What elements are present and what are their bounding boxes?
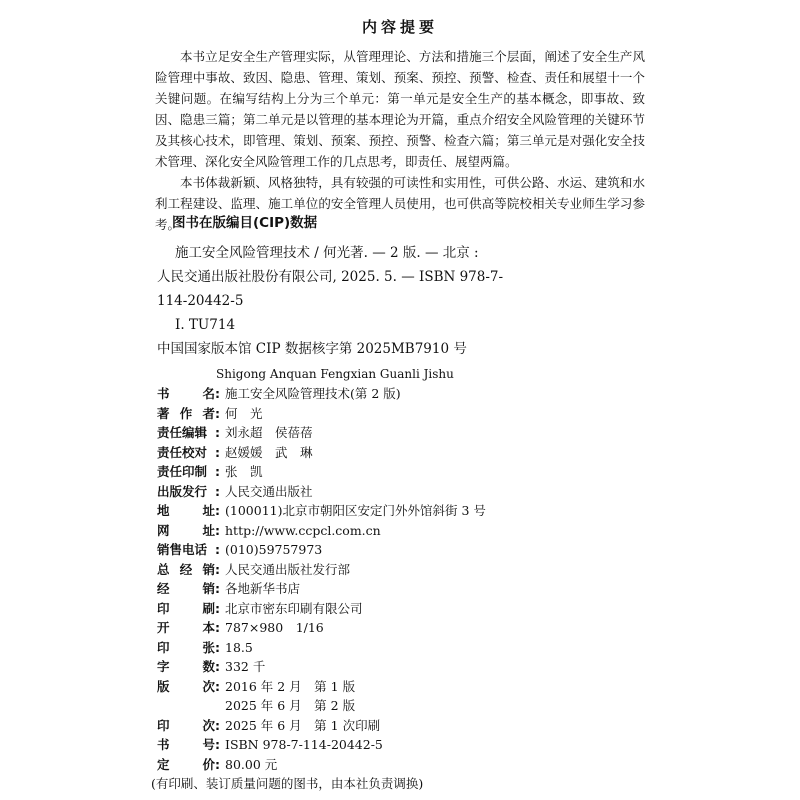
info-label: 著 作 者	[157, 405, 215, 421]
info-row-phone: 销售电话 : (010)59757973	[157, 540, 637, 560]
info-value: 张 凯	[225, 464, 263, 479]
info-row-isbn: 书 号 : ISBN 978-7-114-20442-5	[157, 735, 637, 755]
info-value: (010)59757973	[225, 542, 323, 557]
info-row-website: 网 址 : http://www.ccpcl.com.cn	[157, 521, 637, 541]
publication-info	[151, 384, 637, 794]
cip-heading: 图书在版编目(CIP)数据	[172, 215, 318, 231]
info-value: 332 千	[225, 659, 266, 674]
info-row-edition-continued	[157, 696, 637, 716]
summary-abstract	[155, 46, 645, 235]
info-value: 80.00 元	[225, 756, 278, 772]
info-value: 刘永超 侯蓓蓓	[225, 425, 313, 440]
info-row-author: 著 作 者 : 何 光	[157, 404, 637, 424]
info-label: 出版发行	[157, 483, 208, 499]
info-value: 施工安全风险管理技术(第 2 版)	[225, 386, 401, 401]
info-value: 2025 年 6 月 第 1 次印刷	[225, 717, 381, 733]
info-row-publisher: 出版发行 : 人民交通出版社	[157, 482, 637, 502]
info-label: 地 址	[157, 503, 215, 518]
info-row-distributor: 经 销 : 各地新华书店	[157, 579, 637, 599]
info-label: 印 次	[157, 717, 215, 733]
info-value: 何 光	[225, 405, 263, 421]
info-row-title: 书 名 : 施工安全风险管理技术(第 2 版)	[157, 384, 637, 404]
info-label: 书 名	[157, 386, 215, 401]
info-label: 开 本	[157, 620, 215, 635]
summary-paragraph: 本书体裁新颖、风格独特，具有较强的可读性和实用性，可供公路、水运、建筑和水利工程建设、监理、施工单位的安全管理人员使用，也可供高等院校相关专业师生学习参考。	[155, 175, 645, 232]
info-row-format: 开 本 : 787×980 1/16	[157, 618, 637, 638]
info-label: 版 次	[157, 678, 215, 694]
info-label: 责任印制	[157, 464, 208, 479]
info-row-price: 定 价 : 80.00 元	[157, 755, 637, 775]
info-value: 2016 年 2 月 第 1 版	[225, 678, 356, 694]
cip-classification: Ⅰ. TU714	[175, 317, 236, 333]
info-row-printer: 印 刷 : 北京市密东印刷有限公司	[157, 599, 637, 619]
info-label: 书 号	[157, 737, 215, 752]
info-value: (100011)北京市朝阳区安定门外外馆斜街 3 号	[225, 503, 486, 518]
info-row-address: 地 址 : (100011)北京市朝阳区安定门外外馆斜街 3 号	[157, 501, 637, 521]
cip-line: 人民交通出版社股份有限公司, 2025. 5. — ISBN 978-7-	[157, 269, 504, 285]
pinyin-title: Shigong Anquan Fengxian Guanli Jishu	[216, 367, 454, 381]
info-row-proofreader: 责任校对 : 赵媛媛 武 琳	[157, 443, 637, 463]
cip-line: 中国国家版本馆 CIP 数据核字第 2025MB7910 号	[157, 341, 467, 357]
info-value: 各地新华书店	[225, 581, 301, 596]
info-label: 责任编辑	[157, 425, 208, 440]
summary-paragraph: 本书立足安全生产管理实际，从管理理论、方法和措施三个层面，阐述了安全生产风险管理中事故、致因、隐患、管理、策划、预案、预控、预警、检查、责任和展望十一个关键问题。在编写结构上分为三个单元：第一单元是安全生产的基本概念，即事故、致因、隐患三篇；第二单元是以管理的基本理论为开篇，重点介绍安全风险管理的关键环节及其核心技术，即管理、策划、预案、预控、预警、检查六篇；第三单元是对强化安全技术管理、深化安全风险管理工作的几点思考，即责任、展望两篇。	[155, 49, 645, 169]
info-row-general-distributor: 总 经 销 : 人民交通出版社发行部	[157, 560, 637, 580]
info-row-editor: 责任编辑 : 刘永超 侯蓓蓓	[157, 423, 637, 443]
quality-note: (有印刷、装订质量问题的图书，由本社负责调换)	[151, 776, 424, 791]
info-label: 销售电话	[157, 542, 208, 557]
info-label: 定 价	[157, 756, 215, 772]
info-value: 北京市密东印刷有限公司	[225, 600, 363, 616]
info-value: 赵媛媛 武 琳	[225, 444, 313, 460]
info-label: 网 址	[157, 522, 215, 538]
summary-title: 内容提要	[361, 18, 438, 36]
info-row-word-count: 字 数 : 332 千	[157, 657, 637, 677]
info-value: http://www.ccpcl.com.cn	[225, 522, 381, 538]
info-value: 18.5	[225, 639, 253, 655]
info-value: 人民交通出版社	[225, 483, 313, 499]
info-value: 人民交通出版社发行部	[225, 561, 351, 577]
info-row-impression: 印 次 : 2025 年 6 月 第 1 次印刷	[157, 716, 637, 736]
info-label: 字 数	[157, 659, 215, 674]
info-row-edition: 版 次 : 2016 年 2 月 第 1 版	[157, 677, 637, 697]
info-label: 责任校对	[157, 444, 208, 460]
cip-line: 施工安全风险管理技术 / 何光著. — 2 版. — 北京 :	[175, 245, 479, 261]
info-row-printing-supervisor: 责任印制 : 张 凯	[157, 462, 637, 482]
info-label: 印 张	[157, 639, 215, 655]
cip-record	[157, 241, 642, 361]
cip-line: 114-20442-5	[157, 293, 244, 309]
info-label: 总 经 销	[157, 561, 215, 577]
info-row-sheets: 印 张 : 18.5	[157, 638, 637, 658]
info-label: 经 销	[157, 581, 215, 596]
info-value: 2025 年 6 月 第 2 版	[225, 698, 356, 713]
info-value: ISBN 978-7-114-20442-5	[225, 737, 383, 752]
info-label: 印 刷	[157, 600, 215, 616]
info-value: 787×980 1/16	[225, 620, 324, 635]
